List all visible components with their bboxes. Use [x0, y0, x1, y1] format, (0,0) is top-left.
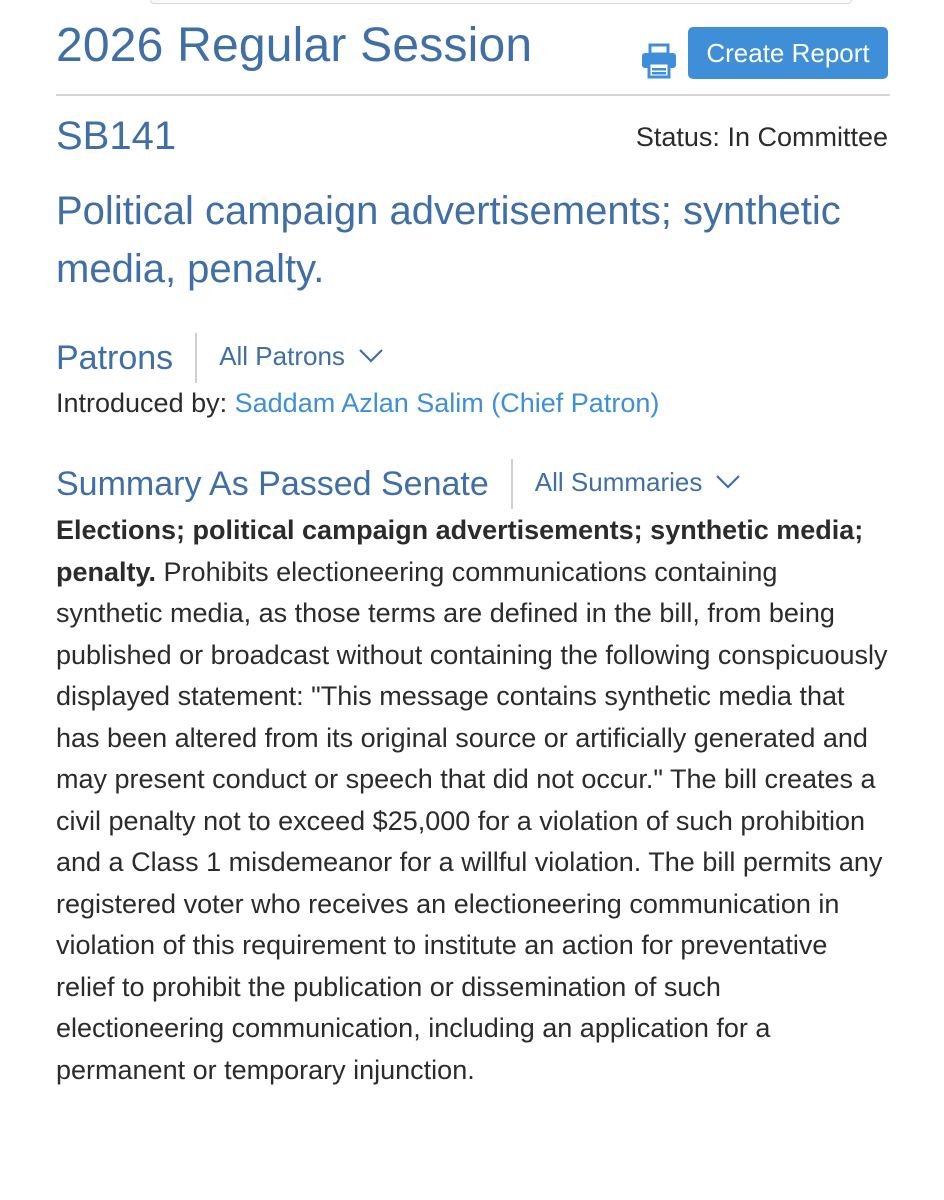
summary-heading: Summary As Passed Senate	[56, 464, 489, 503]
summary-body-text: Prohibits electioneering communications containing synthetic media, as those terms are defined in the bill, from being published or broadcast without containing the following conspicuously displayed statement: "This message contains synthetic media that has been altered from its original source or artificially generated and may present conduct or speech that did not occur." The bill creates a civil penalty not to exceed $25,000 for a violation of such prohibition and a Class 1 misdemeanor for a willful violation. The bill permits any registered voter who receives an electioneering communication in violation of this requirement to institute an action for preventative relief to prohibit the publication or dissemination of such electioneering communication, including an application for a permanent or temporary injunction.	[56, 556, 888, 1085]
bill-title: Political campaign advertisements; synthetic media, penalty.	[56, 189, 841, 291]
create-report-button[interactable]: Create Report	[688, 27, 888, 79]
patrons-header	[56, 330, 383, 386]
chevron-down-icon	[359, 349, 383, 363]
summary-text	[56, 510, 891, 1091]
session-title: 2026 Regular Session	[56, 19, 533, 72]
summary-lead: Elections; political campaign advertisements; synthetic media; penalty.	[56, 515, 864, 587]
all-summaries-label: All Summaries	[534, 466, 703, 497]
bill-status: Status: In Committee	[635, 122, 888, 152]
top-partial-element	[150, 0, 852, 4]
chevron-down-icon	[716, 475, 740, 489]
chief-patron-link[interactable]: Saddam Azlan Salim (Chief Patron)	[234, 388, 660, 418]
patrons-divider	[195, 333, 197, 383]
page-header	[56, 14, 890, 96]
introduced-by-label: Introduced by:	[56, 388, 228, 418]
bill-number: SB141	[56, 114, 177, 158]
all-summaries-dropdown[interactable]	[535, 467, 741, 498]
introduced-by-line	[56, 388, 659, 419]
print-icon[interactable]	[640, 42, 678, 80]
all-patrons-dropdown[interactable]	[219, 341, 383, 372]
summary-header	[56, 456, 740, 512]
summary-divider	[511, 459, 513, 509]
all-patrons-label: All Patrons	[219, 340, 345, 371]
patrons-heading: Patrons	[56, 338, 174, 377]
